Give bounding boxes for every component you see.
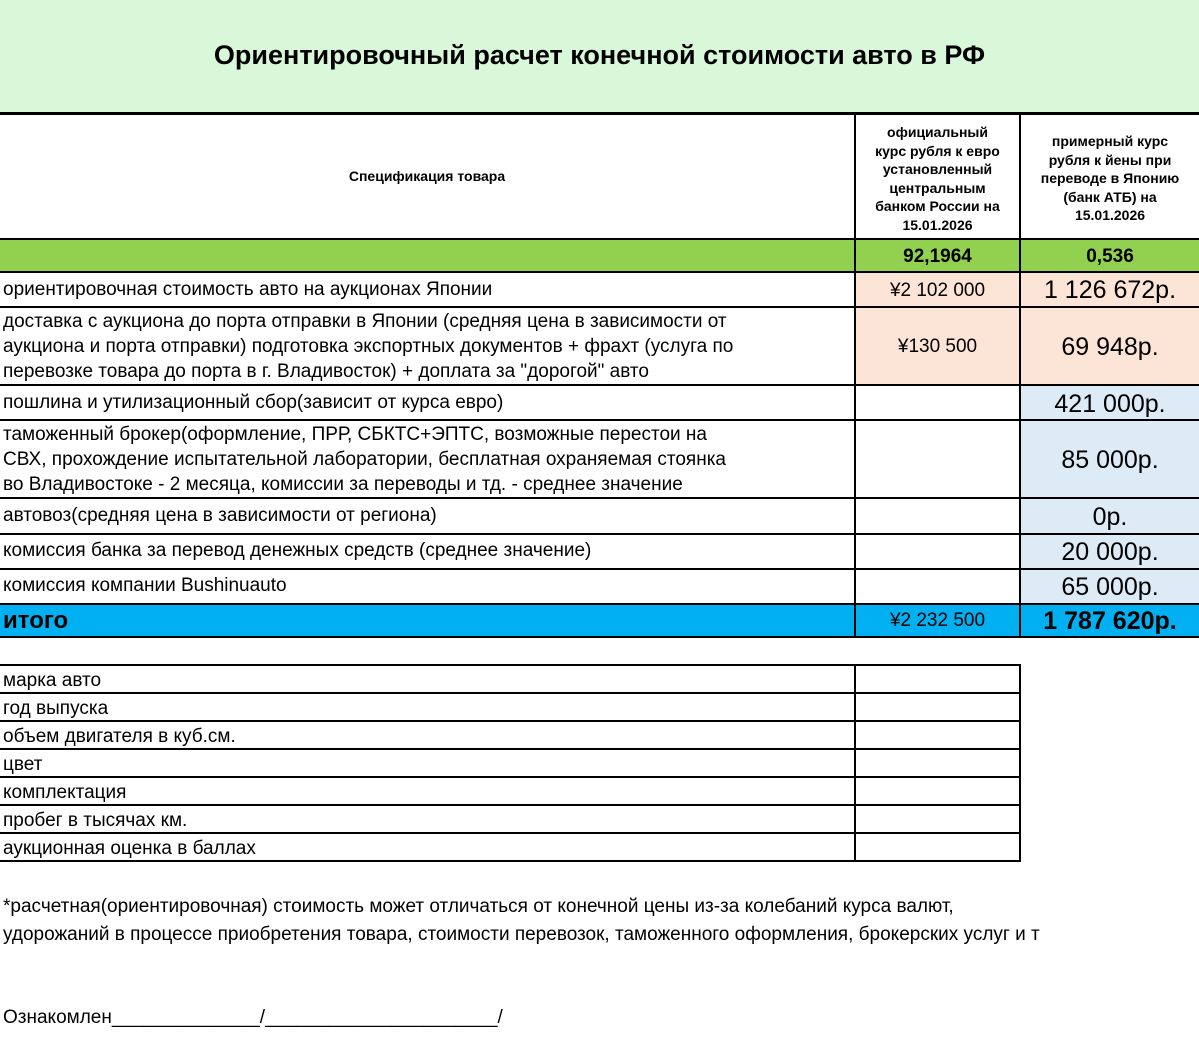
- row-rub-value: 65 000р.: [1061, 573, 1159, 601]
- info-label: цвет: [3, 754, 43, 775]
- row-rub-value: 69 948р.: [1061, 333, 1159, 361]
- info-value-cell[interactable]: [856, 722, 1019, 748]
- row-description-line: СВХ, прохождение испытательной лаборатории, бесплатная охраняемая стоянка: [3, 449, 726, 470]
- signature-line: Ознакомлен______________/______________________/: [3, 1007, 503, 1028]
- row-rub-value: 85 000р.: [1061, 446, 1159, 474]
- row-yen-value: ¥130 500: [897, 336, 978, 357]
- header-yen-line: переводе в Японию: [1040, 170, 1180, 186]
- row-description-line: аукциона и порта отправки) подготовка экспортных документов + фрахт (услуга по: [3, 336, 734, 357]
- info-value-cell[interactable]: [856, 806, 1019, 832]
- header-euro-line: официальный: [887, 124, 988, 140]
- header-yen-line: примерный курс: [1051, 133, 1169, 149]
- info-value-cell[interactable]: [856, 750, 1019, 776]
- info-label: пробег в тысячах км.: [3, 810, 188, 831]
- info-column-rule: [1019, 664, 1021, 862]
- total-rub-value: 1 787 620р.: [1043, 607, 1177, 635]
- info-value-cell[interactable]: [856, 694, 1019, 720]
- row-description-line: комиссия компании Bushinuauto: [3, 575, 287, 596]
- row-description-line: доставка с аукциона до порта отправки в Японии (средняя цена в зависимости от: [3, 311, 727, 332]
- row-description-line: комиссия банка за перевод денежных средств (среднее значение): [3, 540, 592, 561]
- header-euro-line: центральным: [889, 179, 986, 196]
- header-euro-line: 15.01.2026: [902, 216, 973, 233]
- row-description-line: таможенный брокер(оформление, ПРР, СБКТС+ЭПТС, возможные перестои на: [3, 424, 707, 445]
- row-rub-value: 1 126 672р.: [1043, 276, 1177, 304]
- header-spec: [0, 115, 854, 238]
- row-description: [0, 390, 854, 415]
- header-spec-label: Спецификация товара: [348, 168, 506, 185]
- row-yen-value: ¥2 102 000: [889, 280, 986, 301]
- euro-rate-value: 92,1964: [903, 246, 972, 267]
- header-euro-line: курс рубля к евро: [875, 142, 1000, 159]
- disclaimer-line: удорожаний в процессе приобретения товара, стоимости перевозок, таможенного оформления, брокерских услуг и т: [3, 924, 1040, 945]
- info-label: марка авто: [3, 670, 102, 691]
- row-description: [0, 277, 854, 302]
- row-description-line: пошлина и утилизационный сбор(зависит от курса евро): [3, 392, 504, 413]
- row-description: [0, 309, 854, 384]
- header-yen-line: (банк АТБ) на: [1063, 188, 1157, 205]
- total-label: итого: [3, 607, 69, 634]
- row-rub-value: 421 000р.: [1054, 390, 1166, 418]
- info-label: объем двигателя в куб.см.: [3, 726, 236, 747]
- row-description-line: ориентировочная стоимость авто на аукционах Японии: [3, 279, 493, 300]
- row-description: [0, 538, 854, 563]
- row-description-line: автовоз(средняя цена в зависимости от региона): [3, 505, 437, 526]
- row-description-line: перевозке товара до порта в г. Владивосток) + доплата за "дорогой" авто: [3, 361, 649, 382]
- info-label: год выпуска: [3, 698, 109, 719]
- info-value-cell[interactable]: [856, 666, 1019, 692]
- info-rule: [0, 860, 1021, 862]
- row-description: [0, 573, 854, 598]
- info-value-cell[interactable]: [856, 778, 1019, 804]
- header-yen-line: 15.01.2026: [1074, 207, 1146, 223]
- row-description: [0, 422, 854, 497]
- yen-rate-value: 0,536: [1086, 246, 1134, 267]
- row-rub-value: 0р.: [1092, 503, 1128, 531]
- info-label: комплектация: [3, 782, 127, 803]
- disclaimer-line: *расчетная(ориентировочная) стоимость может отличаться от конечной цены из-за колебаний курса валют,: [3, 896, 954, 917]
- info-value-cell[interactable]: [856, 834, 1019, 860]
- header-euro-line: установленный: [882, 161, 993, 177]
- header-yen-line: рубля к йены при: [1048, 151, 1172, 168]
- header-euro-rate: [856, 123, 1019, 234]
- row-description-line: во Владивостоке - 2 месяца, комиссии за переводы и тд. - среднее значение: [3, 474, 683, 495]
- page-title: Ориентировочный расчет конечной стоимости авто в РФ: [213, 40, 986, 70]
- row-description: [0, 503, 854, 528]
- total-yen-value: ¥2 232 500: [889, 610, 986, 631]
- header-yen-rate: [1021, 132, 1199, 225]
- row-rub-value: 20 000р.: [1061, 538, 1159, 566]
- header-euro-line: банком России на: [875, 198, 1000, 214]
- info-label: аукционная оценка в баллах: [3, 838, 256, 859]
